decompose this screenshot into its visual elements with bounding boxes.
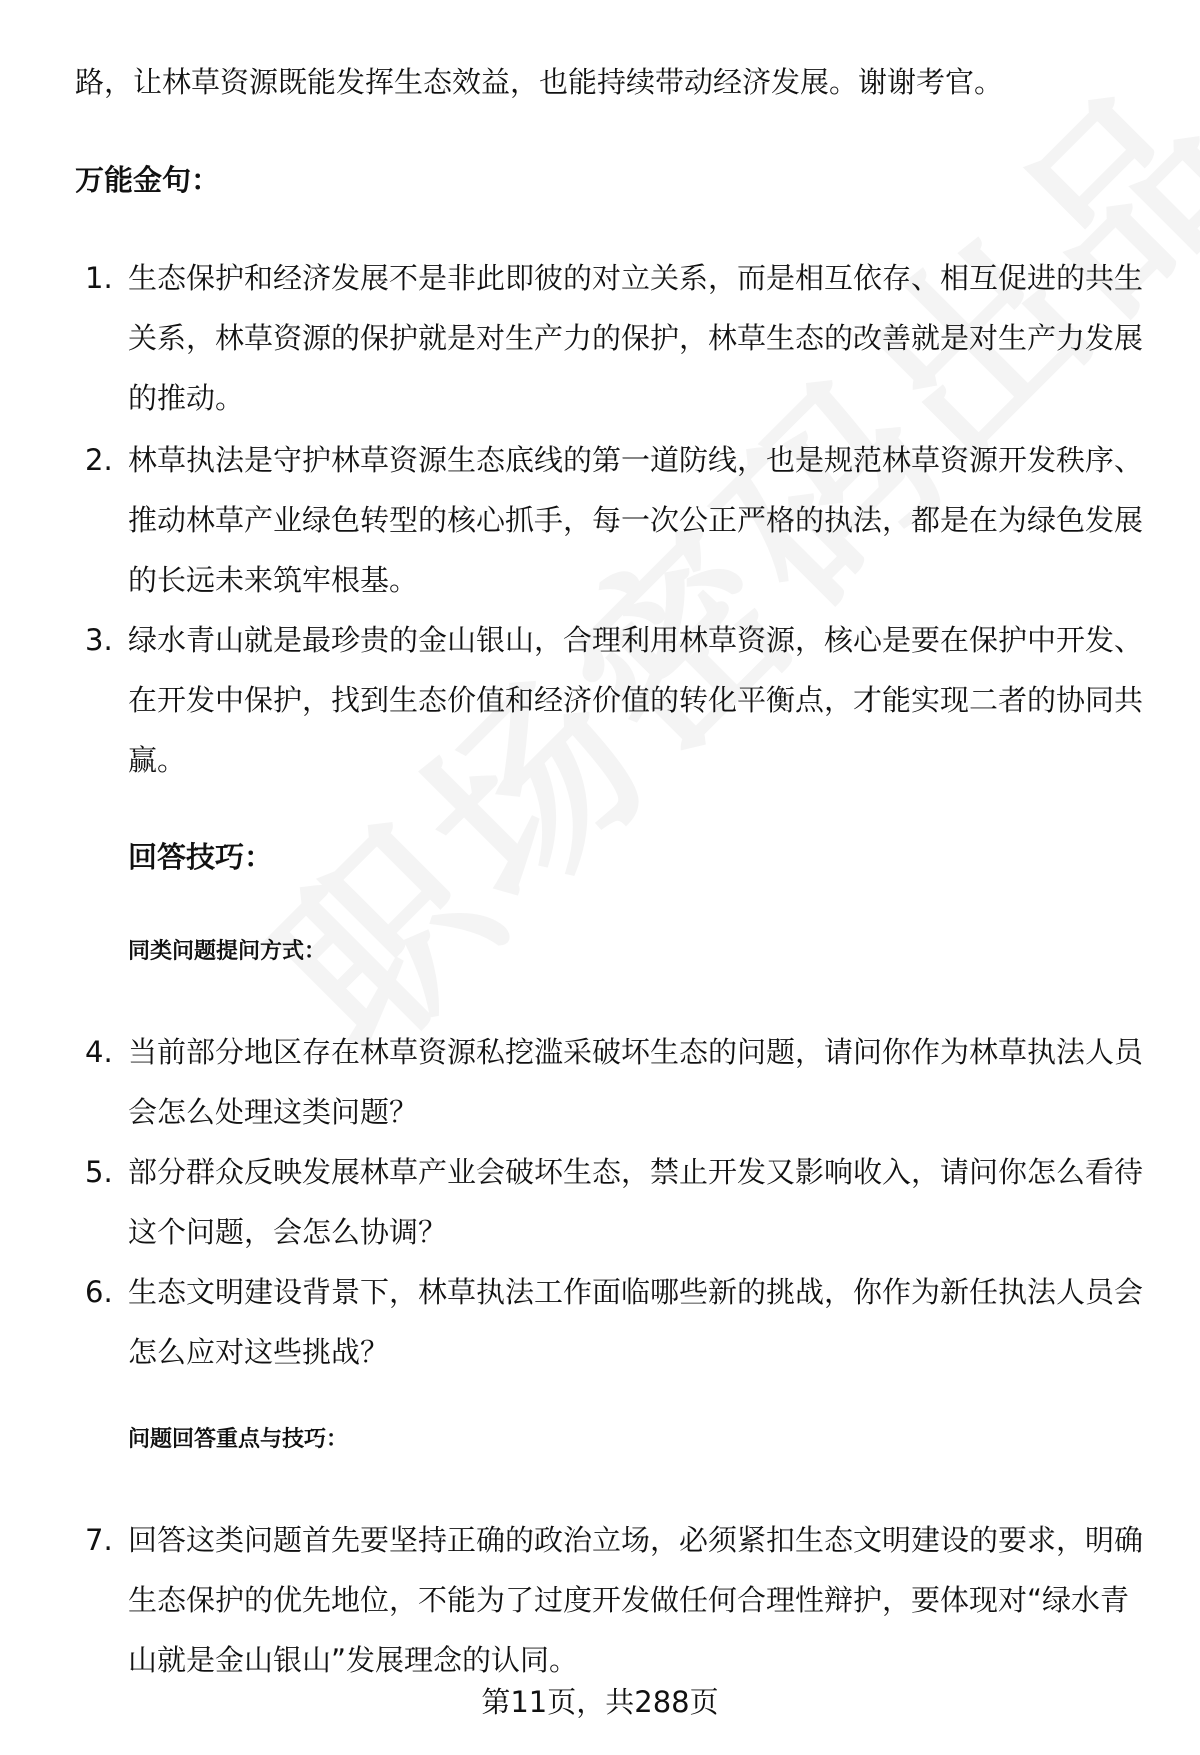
list-item-number: 3. (85, 623, 113, 657)
list-item-number: 6. (85, 1275, 113, 1309)
list-item-number: 5. (85, 1155, 113, 1189)
page-number-footer: 第11页，共288页 (481, 1685, 719, 1719)
list-item-text: 绿水青山就是最珍贵的金山银山，合理利用林草资源，核心是要在保护中开发、在开发中保护，找到生态价值和经济价值的转化平衡点，才能实现二者的协同共赢。 (128, 623, 1144, 777)
golden-sentences-heading: 万能金句： (75, 163, 221, 197)
list-item-number: 4. (85, 1035, 113, 1069)
list-item-text: 当前部分地区存在林草资源私挖滥采破坏生态的问题，请问你作为林草执法人员会怎么处理这类问题？ (128, 1035, 1144, 1129)
list-item-text: 生态保护和经济发展不是非此即彼的对立关系，而是相互依存、相互促进的共生关系，林草资源的保护就是对生产力的保护，林草生态的改善就是对生产力发展的推动。 (128, 261, 1144, 415)
answer-skills-heading: 回答技巧： (128, 840, 274, 874)
intro-paragraph-tail: 路，让林草资源既能发挥生态效益，也能持续带动经济发展。谢谢考官。 (75, 65, 1004, 99)
list-item-number: 7. (85, 1523, 113, 1557)
list-item-text: 林草执法是守护林草资源生态底线的第一道防线，也是规范林草资源开发秩序、推动林草产业绿色转型的核心抓手，每一次公正严格的执法，都是在为绿色发展的长远未来筑牢根基。 (128, 443, 1144, 597)
list-item-text: 回答这类问题首先要坚持正确的政治立场，必须紧扣生态文明建设的要求，明确生态保护的优先地位，不能为了过度开发做任何合理性辩护，要体现对“绿水青山就是金山银山”发展理念的认同。 (128, 1523, 1144, 1677)
list-item-text: 部分群众反映发展林草产业会破坏生态，禁止开发又影响收入，请问你怎么看待这个问题，会怎么协调？ (128, 1155, 1144, 1249)
list-item-text: 生态文明建设背景下，林草执法工作面临哪些新的挑战，你作为新任执法人员会怎么应对这些挑战？ (128, 1275, 1144, 1369)
key-points-heading: 问题回答重点与技巧： (128, 1427, 349, 1452)
list-item-number: 2. (85, 443, 113, 477)
similar-questions-heading: 同类问题提问方式： (128, 939, 327, 964)
list-item-number: 1. (85, 261, 113, 295)
